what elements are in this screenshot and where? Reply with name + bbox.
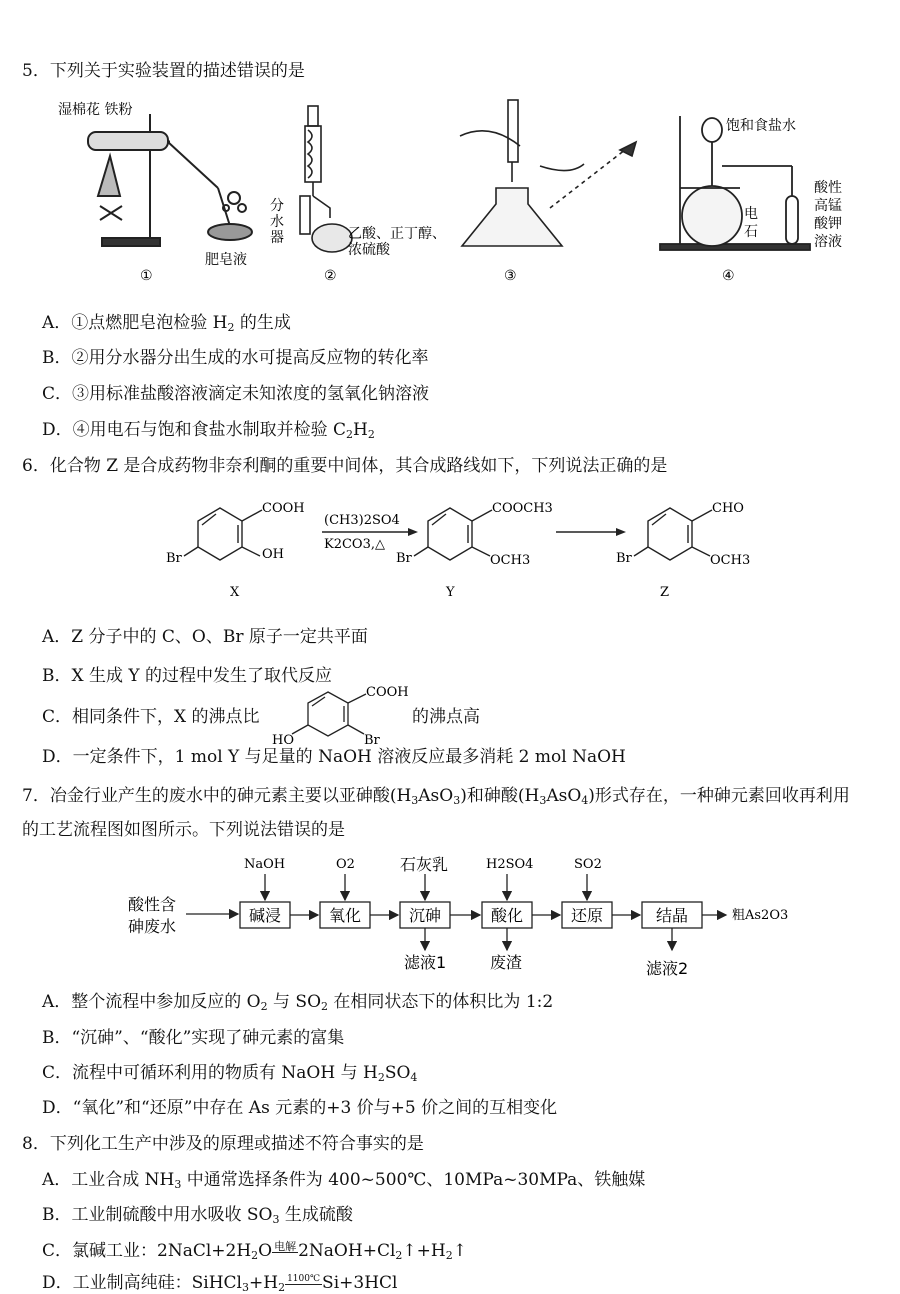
apparatus-4-acetylene bbox=[660, 116, 810, 250]
flow-box-label-6: 结晶 bbox=[656, 906, 689, 925]
q5-option-b: B．②用分水器分出生成的水可提高反应物的转化率 bbox=[42, 348, 429, 368]
apparatus-4-right-label-4: 溶液 bbox=[814, 234, 842, 250]
q6-synthesis-scheme bbox=[160, 490, 800, 605]
q7-option-b: B．“沉砷”、“酸化”实现了砷元素的富集 bbox=[42, 1028, 345, 1048]
flow-product: 粗As2O3 bbox=[732, 908, 789, 923]
arrow-1-condition: K2CO3,△ bbox=[324, 537, 385, 552]
x-cooh: COOH bbox=[262, 501, 305, 516]
apparatus-4-mid-label-1: 电 bbox=[744, 206, 758, 222]
q7-process-flow bbox=[120, 852, 820, 982]
apparatus-1-number: ① bbox=[140, 268, 153, 284]
q8-option-a: A．工业合成 $NH_3$ 中通常选择条件为 400~500℃、10MPa~30MPa、铁触媒 bbox=[42, 1170, 646, 1191]
flow-input-lime: 石灰乳 bbox=[400, 855, 449, 874]
y-cooch3: COOCH3 bbox=[492, 501, 553, 516]
c-mol-br: Br bbox=[364, 733, 380, 746]
apparatus-2-side-label-3: 器 bbox=[270, 230, 284, 246]
apparatus-3-titration bbox=[460, 100, 636, 246]
flow-output-filtrate-1: 滤液1 bbox=[404, 953, 447, 972]
q7-stem-line-1: 7．冶金行业产生的废水中的砷元素主要以亚砷酸$(H_3AsO_3)$和砷酸$(H_3AsO_4)$形式存在，一种砷元素回收再利用 bbox=[22, 786, 850, 807]
q6-stem: 6．化合物 Z 是合成药物非奈利酮的重要中间体，其合成路线如下，下列说法正确的是 bbox=[22, 456, 668, 476]
q8-option-d: D．工业制高纯硅：$SiHCl_3+H_21100℃$ Si+3HCl bbox=[42, 1273, 398, 1294]
c-mol-ho: HO bbox=[272, 733, 294, 746]
c-mol-cooh: COOH bbox=[366, 685, 409, 700]
apparatus-1-top-label: 湿棉花 铁粉 bbox=[58, 102, 133, 118]
electrolysis-condition: 电解 bbox=[274, 1240, 297, 1253]
apparatus-4-top-label: 饱和食盐水 bbox=[726, 118, 796, 134]
q5-apparatus-figure bbox=[50, 96, 880, 296]
q6-option-c: C．相同条件下，X 的沸点比 bbox=[42, 707, 260, 727]
flow-feed-1: 酸性含 bbox=[128, 895, 177, 914]
flow-output-residue: 废渣 bbox=[490, 953, 523, 972]
heating-condition: 1100℃ bbox=[287, 1274, 321, 1284]
apparatus-4-right-label-2: 高锰 bbox=[814, 198, 842, 214]
x-oh: OH bbox=[262, 547, 284, 562]
apparatus-1-bottom-label: 肥皂液 bbox=[205, 252, 247, 268]
q8-stem: 8．下列化工生产中涉及的原理或描述不符合事实的是 bbox=[22, 1134, 424, 1154]
q6-option-a: A．Z 分子中的 C、O、Br 原子一定共平面 bbox=[42, 627, 368, 647]
molecule-x bbox=[184, 508, 262, 560]
flow-box-label-5: 还原 bbox=[571, 906, 604, 925]
x-label: X bbox=[230, 585, 240, 600]
apparatus-1-iron-steam bbox=[88, 114, 252, 246]
flow-output-filtrate-2: 滤液2 bbox=[646, 959, 689, 978]
apparatus-2-bottom-label-1: 乙酸、正丁醇、 bbox=[348, 226, 446, 242]
flow-input-o2: O2 bbox=[336, 857, 355, 872]
flow-box-label-2: 氧化 bbox=[329, 906, 362, 925]
q8-option-b: B．工业制硫酸中用水吸收 $SO_3$ 生成硫酸 bbox=[42, 1205, 353, 1226]
q6-option-c-tail: 的沸点高 bbox=[412, 707, 480, 727]
x-br: Br bbox=[166, 551, 182, 566]
flow-input-naoh: NaOH bbox=[244, 857, 286, 872]
apparatus-4-mid-label-2: 石 bbox=[744, 224, 758, 240]
apparatus-4-number: ④ bbox=[722, 268, 735, 284]
flow-input-so2: SO2 bbox=[574, 857, 602, 872]
apparatus-2-bottom-label-2: 浓硫酸 bbox=[348, 242, 390, 258]
flow-box-label-3: 沉砷 bbox=[409, 906, 442, 925]
apparatus-2-side-label-2: 水 bbox=[270, 214, 284, 230]
q8-option-c: C．氯碱工业：$2NaCl+2H_2O$ 电解 $2NaOH+Cl_2↑+H_2↑$ bbox=[42, 1240, 467, 1262]
q5-option-c: C．③用标准盐酸溶液滴定未知浓度的氢氧化钠溶液 bbox=[42, 384, 430, 404]
z-och3: OCH3 bbox=[710, 553, 751, 568]
flow-feed-2: 砷废水 bbox=[128, 917, 177, 936]
molecule-y bbox=[414, 508, 492, 560]
y-label: Y bbox=[446, 585, 455, 600]
q5-option-a: A．①点燃肥皂泡检验 $H_2$ 的生成 bbox=[42, 313, 291, 334]
apparatus-2-side-label-1: 分 bbox=[270, 198, 284, 214]
q5-stem: 5．下列关于实验装置的描述错误的是 bbox=[22, 61, 305, 81]
q6-option-c-molecule bbox=[270, 684, 410, 746]
z-br: Br bbox=[616, 551, 632, 566]
apparatus-4-right-label-3: 酸钾 bbox=[814, 216, 842, 232]
molecule-z bbox=[634, 508, 712, 560]
apparatus-3-number: ③ bbox=[504, 268, 517, 284]
q7-option-d: D．“氧化”和“还原”中存在 As 元素的+3 价与+5 价之间的互相变化 bbox=[42, 1098, 558, 1118]
z-cho: CHO bbox=[712, 501, 744, 516]
q7-option-c: C．流程中可循环利用的物质有 NaOH 与 $H_2SO_4$ bbox=[42, 1063, 418, 1084]
apparatus-2-water-separator bbox=[300, 106, 352, 252]
y-br: Br bbox=[396, 551, 412, 566]
apparatus-4-right-label-1: 酸性 bbox=[814, 180, 842, 196]
flow-box-label-4: 酸化 bbox=[491, 906, 524, 925]
q6-option-d: D．一定条件下，1 mol Y 与足量的 NaOH 溶液反应最多消耗 2 mol NaOH bbox=[42, 747, 626, 767]
apparatus-2-number: ② bbox=[324, 268, 337, 284]
q6-option-b: B．X 生成 Y 的过程中发生了取代反应 bbox=[42, 666, 333, 686]
arrow-1-reagent: (CH3)2SO4 bbox=[324, 513, 400, 528]
q7-option-a: A．整个流程中参加反应的 $O_2$ 与 $SO_2$ 在相同状态下的体积比为 1:2 bbox=[42, 992, 554, 1013]
z-label: Z bbox=[660, 585, 670, 600]
q7-stem-line-2: 的工艺流程图如图所示。下列说法错误的是 bbox=[22, 820, 345, 840]
y-och3: OCH3 bbox=[490, 553, 531, 568]
flow-input-h2so4: H2SO4 bbox=[486, 857, 534, 872]
q5-option-d: D．④用电石与饱和食盐水制取并检验 $C_2H_2$ bbox=[42, 420, 375, 441]
flow-box-label-1: 碱浸 bbox=[249, 906, 282, 925]
